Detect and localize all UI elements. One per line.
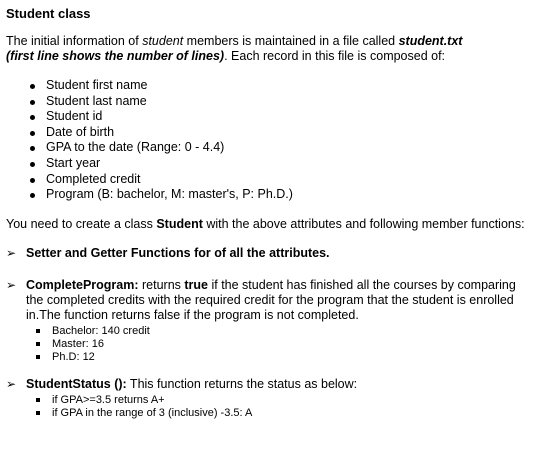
document-page: [6, 6, 530, 420]
status-label: if GPA>=3.5 returns A+: [52, 393, 165, 406]
arrow-bullet-icon: ➢: [6, 245, 17, 260]
need-text-1: You need to create a class: [6, 216, 157, 231]
attribute-label: Program (B: bachelor, M: master's, P: Ph.D.): [46, 187, 293, 202]
intro-text-6: . Each record in this file is composed of:: [224, 49, 446, 63]
credit-item: [36, 351, 530, 364]
bullet-dot-icon: [30, 146, 35, 151]
attribute-label: Date of birth: [46, 124, 115, 139]
intro-text-1: The initial information of: [6, 34, 143, 48]
square-bullet-icon: [36, 355, 40, 359]
attribute-item: [30, 187, 530, 203]
intro-text-3: members is maintained in a file called: [183, 34, 399, 48]
status-item: [36, 394, 530, 407]
function-name: StudentStatus ():: [26, 376, 127, 391]
section-text-3: if the student has finished all the courses by comparing the completed credits with the required credit for the program that the student is enrolled in.The function returns false if the program is not completed.: [26, 277, 516, 322]
attribute-label: Start year: [46, 155, 101, 170]
bullet-dot-icon: [30, 178, 35, 183]
arrow-bullet-icon: ➢: [6, 277, 17, 292]
square-bullet-icon: [36, 329, 40, 333]
section-body: [26, 377, 530, 392]
attribute-item: [30, 125, 530, 141]
page-title: Student class: [6, 6, 91, 21]
status-label: if GPA in the range of 3 (inclusive) -3.5: A: [52, 406, 253, 419]
section-title: Setter and Getter Functions for of all the attributes.: [26, 245, 330, 260]
credit-label: Bachelor: 140 credit: [52, 324, 150, 337]
attribute-item: [30, 109, 530, 125]
bullet-dot-icon: [30, 100, 35, 105]
attribute-label: Student last name: [46, 93, 147, 108]
credit-label: Ph.D: 12: [52, 350, 95, 363]
bullet-dot-icon: [30, 162, 35, 167]
section-student-status: [6, 377, 530, 420]
attribute-item: [30, 140, 530, 156]
function-name: CompleteProgram:: [26, 277, 139, 292]
status-item: [36, 407, 530, 420]
attribute-item: [30, 78, 530, 94]
square-bullet-icon: [36, 411, 40, 415]
bullet-dot-icon: [30, 84, 35, 89]
section-complete-program: [6, 278, 530, 364]
requirements-paragraph: [6, 217, 530, 232]
credit-item: [36, 325, 530, 338]
attribute-label: Completed credit: [46, 171, 141, 186]
section-body: [26, 278, 530, 323]
credit-label: Master: 16: [52, 337, 104, 350]
need-class-name: Student: [156, 216, 203, 231]
intro-student-word: student: [142, 34, 184, 48]
section-text-1: This function returns the status as below:: [126, 376, 358, 391]
intro-paragraph: [6, 34, 530, 64]
bullet-dot-icon: [30, 193, 35, 198]
square-bullet-icon: [36, 342, 40, 346]
intro-first-line-note: (first line shows the number of lines): [6, 49, 225, 63]
attribute-item: [30, 156, 530, 172]
section-text-1: returns: [138, 277, 185, 292]
credit-item: [36, 338, 530, 351]
attribute-item: [30, 94, 530, 110]
keyword-true: true: [184, 277, 209, 292]
bullet-dot-icon: [30, 115, 35, 120]
attribute-item: [30, 172, 530, 188]
attribute-label: Student id: [46, 109, 103, 124]
section-setters-getters: [6, 246, 530, 261]
attribute-list: [6, 78, 530, 203]
arrow-bullet-icon: ➢: [6, 376, 17, 391]
intro-filename: student.txt: [398, 34, 463, 48]
attribute-label: Student first name: [46, 78, 148, 92]
square-bullet-icon: [36, 398, 40, 402]
credit-list: [26, 325, 530, 364]
status-list: [26, 394, 530, 420]
bullet-dot-icon: [30, 131, 35, 136]
need-text-3: with the above attributes and following member functions:: [202, 216, 525, 231]
attribute-label: GPA to the date (Range: 0 - 4.4): [46, 140, 225, 155]
